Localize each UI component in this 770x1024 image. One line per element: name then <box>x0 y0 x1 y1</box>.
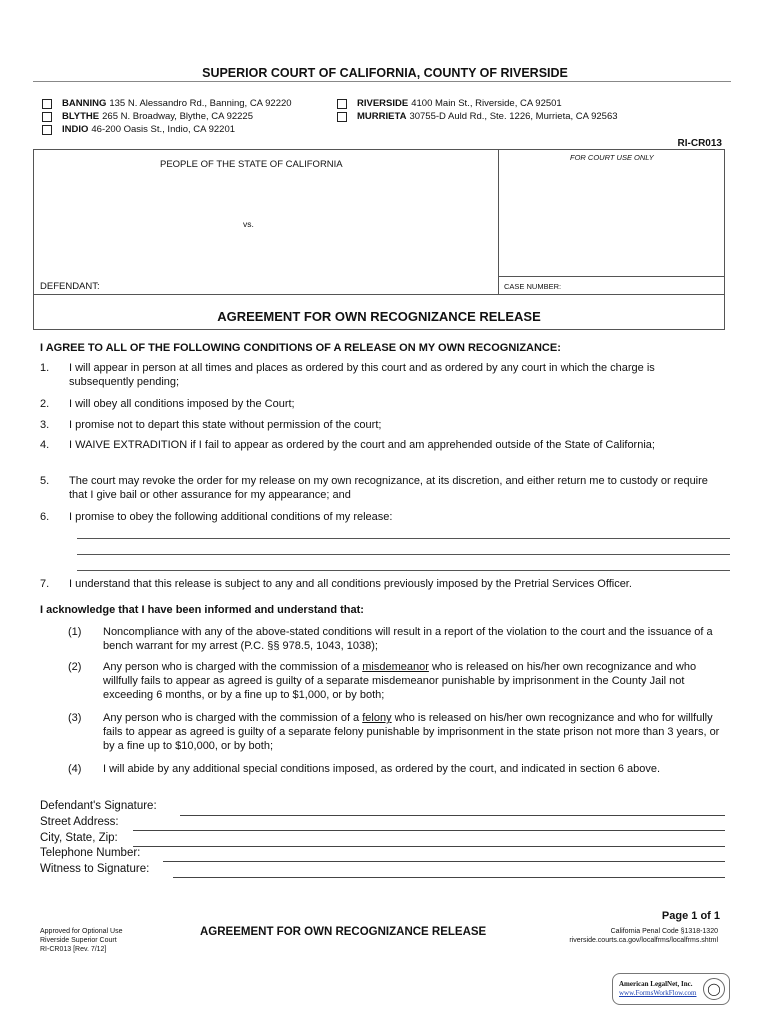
location-banning: BANNING 135 N. Alessandro Rd., Banning, CA 92220 <box>42 97 292 110</box>
footer-left: Approved for Optional Use Riverside Superior Court RI-CR013 [Rev. 7/12] <box>40 928 123 953</box>
case-number-label: CASE NUMBER: <box>504 282 562 291</box>
telephone-field[interactable] <box>163 861 725 862</box>
court-use-label: FOR COURT USE ONLY <box>570 153 654 162</box>
street-address-field[interactable] <box>133 830 725 831</box>
caption-rule <box>33 294 725 295</box>
location-murrieta: MURRIETA 30755-D Auld Rd., Ste. 1226, Murrieta, CA 92563 <box>337 110 618 123</box>
footer-title: AGREEMENT FOR OWN RECOGNIZANCE RELEASE <box>200 926 487 938</box>
location-riverside: RIVERSIDE 4100 Main St., Riverside, CA 92501 <box>337 97 562 110</box>
defendant-signature-label: Defendant's Signature: <box>40 800 157 812</box>
banning-checkbox[interactable] <box>42 99 52 109</box>
blythe-checkbox[interactable] <box>42 112 52 122</box>
document-title: AGREEMENT FOR OWN RECOGNIZANCE RELEASE <box>217 309 541 324</box>
witness-signature-field[interactable] <box>173 877 725 878</box>
location-indio: INDIO 46-200 Oasis St., Indio, CA 92201 <box>42 123 235 136</box>
footer-right: California Penal Code §1318-1320 riverside.courts.ca.gov/localfrms/localfrms.shtml <box>569 928 718 944</box>
caption-box <box>33 149 725 330</box>
formsworkflow-logo[interactable]: American LegalNet, Inc. www.FormsWorkFlow.com ◯ <box>612 973 730 1005</box>
people-label: PEOPLE OF THE STATE OF CALIFORNIA <box>160 159 343 170</box>
conditions-intro: I AGREE TO ALL OF THE FOLLOWING CONDITIONS OF A RELEASE ON MY OWN RECOGNIZANCE: <box>40 342 561 354</box>
defendant-label: DEFENDANT: <box>40 281 100 292</box>
additional-condition-line-3[interactable] <box>77 570 730 571</box>
logo-icon: ◯ <box>703 978 725 1000</box>
form-number: RI-CR013 <box>677 138 722 149</box>
page-number: Page 1 of 1 <box>661 910 720 922</box>
court-title: SUPERIOR COURT OF CALIFORNIA, COUNTY OF RIVERSIDE <box>202 66 568 80</box>
witness-signature-label: Witness to Signature: <box>40 863 150 875</box>
indio-checkbox[interactable] <box>42 125 52 135</box>
defendant-signature-field[interactable] <box>180 815 725 816</box>
location-blythe: BLYTHE 265 N. Broadway, Blythe, CA 92225 <box>42 110 253 123</box>
case-number-field[interactable] <box>566 279 721 292</box>
telephone-label: Telephone Number: <box>40 847 141 859</box>
vs-label: vs. <box>243 219 254 229</box>
murrieta-checkbox[interactable] <box>337 112 347 122</box>
formsworkflow-link: www.FormsWorkFlow.com <box>619 989 697 997</box>
riverside-checkbox[interactable] <box>337 99 347 109</box>
acknowledge-intro: I acknowledge that I have been informed and understand that: <box>40 604 364 616</box>
street-address-label: Street Address: <box>40 816 119 828</box>
additional-condition-line-1[interactable] <box>77 538 730 539</box>
city-state-zip-label: City, State, Zip: <box>40 832 118 844</box>
defendant-field[interactable] <box>108 278 493 292</box>
city-state-zip-field[interactable] <box>133 846 725 847</box>
additional-condition-line-2[interactable] <box>77 554 730 555</box>
caption-divider <box>498 149 499 294</box>
case-number-rule <box>498 276 725 277</box>
title-rule <box>33 81 731 82</box>
